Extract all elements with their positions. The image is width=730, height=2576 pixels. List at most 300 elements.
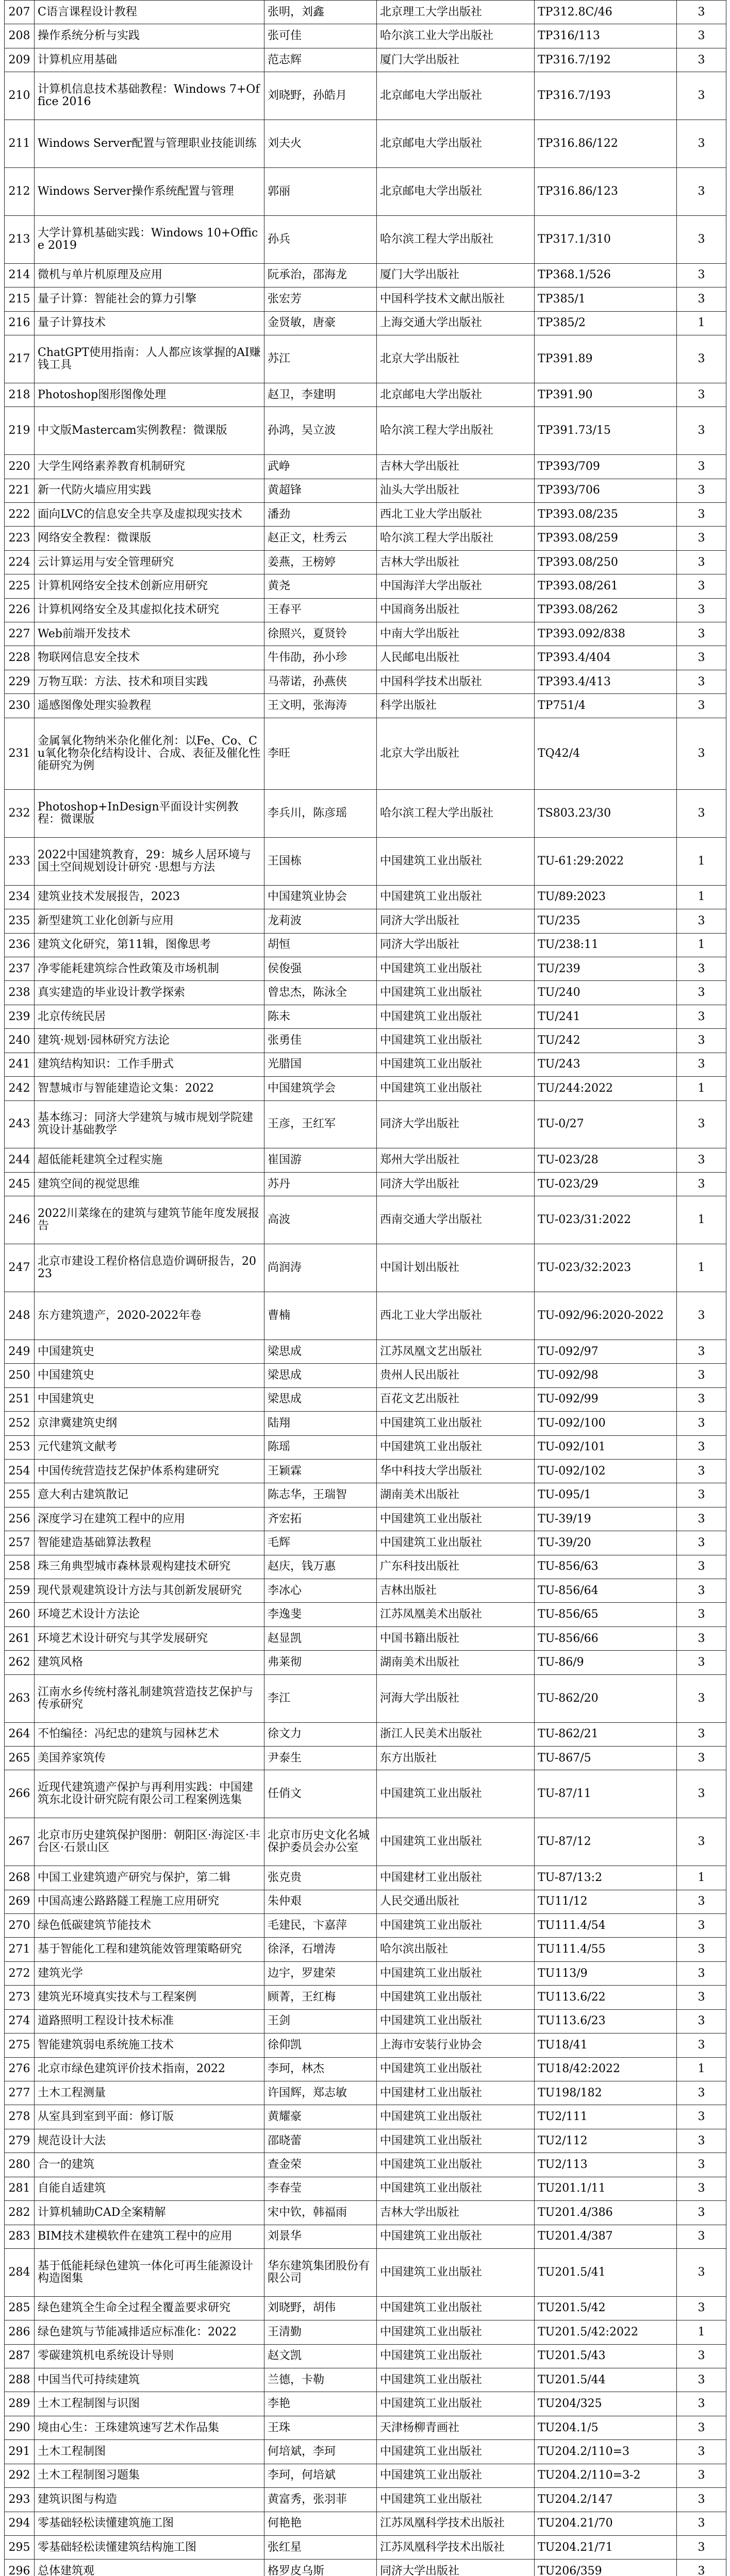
book-publisher: 中国建筑工业出版社 <box>377 2464 535 2487</box>
call-number: TP316.86/122 <box>535 120 677 168</box>
call-number: TU/239 <box>535 957 677 981</box>
book-publisher: 哈尔滨工程大学出版社 <box>377 527 535 550</box>
book-title: 万物互联：方法、技术和项目实践 <box>35 670 264 693</box>
row-number: 266 <box>5 1770 35 1818</box>
book-title: 净零能耗建筑综合性政策及市场机制 <box>35 957 264 981</box>
book-author: 王春平 <box>264 598 377 622</box>
table-row <box>5 1603 726 1626</box>
book-title: 环境艺术设计方法论 <box>35 1603 264 1626</box>
call-number: TU-023/29 <box>535 1172 677 1196</box>
book-title: 合一的建筑 <box>35 2153 264 2177</box>
table-row <box>5 2392 726 2416</box>
book-publisher: 中南大学出版社 <box>377 622 535 646</box>
call-number: TU-87/13:2 <box>535 1866 677 1890</box>
call-number: TP317.1/310 <box>535 215 677 263</box>
copy-count: 3 <box>677 24 726 48</box>
call-number: TP393.08/250 <box>535 550 677 574</box>
book-author: 张红星 <box>264 2536 377 2560</box>
book-publisher: 江苏凤凰文艺出版社 <box>377 1340 535 1363</box>
call-number: TU-87/11 <box>535 1770 677 1818</box>
call-number: TU-092/99 <box>535 1387 677 1411</box>
table-row <box>5 694 726 718</box>
row-number: 263 <box>5 1674 35 1722</box>
row-number: 268 <box>5 1866 35 1890</box>
row-number: 282 <box>5 2201 35 2225</box>
call-number: TU/240 <box>535 981 677 1005</box>
book-author: 李逸斐 <box>264 1603 377 1626</box>
book-author: 何艳艳 <box>264 2512 377 2535</box>
copy-count: 3 <box>677 335 726 383</box>
row-number: 234 <box>5 885 35 909</box>
copy-count: 3 <box>677 2201 726 2225</box>
book-publisher: 浙江人民美术出版社 <box>377 1722 535 1746</box>
book-publisher: 中国计划出版社 <box>377 1244 535 1292</box>
copy-count: 3 <box>677 1364 726 1387</box>
call-number: TP385/2 <box>535 311 677 335</box>
copy-count: 3 <box>677 2512 726 2535</box>
book-title: 计算机网络安全及其虚拟化技术研究 <box>35 598 264 622</box>
book-author: 北京市历史文化名城保护委员会办公室 <box>264 1818 377 1866</box>
book-title: 土木工程制图习题集 <box>35 2464 264 2487</box>
book-title: 云计算运用与安全管理研究 <box>35 550 264 574</box>
book-title: 中国传统营造技艺保护体系构建研究 <box>35 1459 264 1483</box>
book-title: 意大利古建筑散记 <box>35 1483 264 1507</box>
call-number: TU-862/20 <box>535 1674 677 1722</box>
copy-count: 3 <box>677 1986 726 2009</box>
row-number: 265 <box>5 1747 35 1770</box>
book-title: 量子计算技术 <box>35 311 264 335</box>
book-publisher: 人民邮电出版社 <box>377 646 535 670</box>
book-title: 总体建筑观 <box>35 2560 264 2576</box>
table-row <box>5 981 726 1005</box>
book-publisher: 中国建筑工业出版社 <box>377 2129 535 2153</box>
book-author: 孙兵 <box>264 215 377 263</box>
book-title: 操作系统分析与实践 <box>35 24 264 48</box>
row-number: 226 <box>5 598 35 622</box>
row-number: 289 <box>5 2392 35 2416</box>
book-publisher: 同济大学出版社 <box>377 909 535 933</box>
table-row <box>5 2368 726 2392</box>
book-author: 崔国游 <box>264 1148 377 1172</box>
book-publisher: 上海市安装行业协会 <box>377 2033 535 2057</box>
row-number: 256 <box>5 1507 35 1531</box>
call-number: TP393.08/262 <box>535 598 677 622</box>
copy-count: 3 <box>677 2464 726 2487</box>
table-row <box>5 909 726 933</box>
copy-count: 1 <box>677 1244 726 1292</box>
book-author: 范志辉 <box>264 48 377 72</box>
copy-count: 3 <box>677 1387 726 1411</box>
copy-count: 3 <box>677 1005 726 1028</box>
row-number: 229 <box>5 670 35 693</box>
book-title: 中国建筑史 <box>35 1364 264 1387</box>
book-publisher: 北京大学出版社 <box>377 718 535 789</box>
table-row <box>5 1172 726 1196</box>
book-publisher: 中国建筑工业出版社 <box>377 2488 535 2512</box>
book-publisher: 西北工业大学出版社 <box>377 502 535 526</box>
call-number: TU2/112 <box>535 2129 677 2153</box>
copy-count: 3 <box>677 1818 726 1866</box>
book-publisher: 中国建筑工业出版社 <box>377 1053 535 1076</box>
book-title: 元代建筑文献考 <box>35 1435 264 1459</box>
book-publisher: 人民交通出版社 <box>377 1890 535 1913</box>
call-number: TU-867/5 <box>535 1747 677 1770</box>
book-title: 东方建筑遗产，2020-2022年卷 <box>35 1292 264 1340</box>
table-row <box>5 527 726 550</box>
book-title: 中国工业建筑遗产研究与保护，第二辑 <box>35 1866 264 1890</box>
table-row <box>5 1890 726 1913</box>
row-number: 233 <box>5 837 35 885</box>
copy-count: 3 <box>677 1890 726 1913</box>
book-publisher: 中国书籍出版社 <box>377 1626 535 1650</box>
book-author: 梁思成 <box>264 1387 377 1411</box>
copy-count: 3 <box>677 72 726 120</box>
copy-count: 3 <box>677 2177 726 2200</box>
table-row <box>5 2248 726 2296</box>
book-title: 近现代建筑遗产保护与再利用实践：中国建筑东北设计研究院有限公司工程案例选集 <box>35 1770 264 1818</box>
table-row <box>5 2057 726 2081</box>
table-row <box>5 1986 726 2009</box>
book-author: 武峥 <box>264 455 377 479</box>
row-number: 254 <box>5 1459 35 1483</box>
book-author: 刘晓野，孙皓月 <box>264 72 377 120</box>
row-number: 241 <box>5 1053 35 1076</box>
book-author: 查金荣 <box>264 2153 377 2177</box>
book-title: 建筑空间的视觉思维 <box>35 1172 264 1196</box>
book-author: 赵庆，钱万惠 <box>264 1555 377 1579</box>
call-number: TU111.4/54 <box>535 1914 677 1938</box>
copy-count: 3 <box>677 1914 726 1938</box>
book-title: 现代景观建筑设计方法与其创新发展研究 <box>35 1579 264 1603</box>
book-title: 建筑光学 <box>35 1961 264 1985</box>
book-publisher: 郑州大学出版社 <box>377 1148 535 1172</box>
row-number: 288 <box>5 2368 35 2392</box>
table-row <box>5 622 726 646</box>
table-row <box>5 383 726 406</box>
book-publisher: 河海大学出版社 <box>377 1674 535 1722</box>
row-number: 281 <box>5 2177 35 2200</box>
book-author: 刘夫火 <box>264 120 377 168</box>
table-row <box>5 1435 726 1459</box>
call-number: TP316.7/193 <box>535 72 677 120</box>
call-number: TU204.2/110=3 <box>535 2440 677 2464</box>
call-number: TU-095/1 <box>535 1483 677 1507</box>
call-number: TP393.08/235 <box>535 502 677 526</box>
book-publisher: 中国建筑工业出版社 <box>377 1818 535 1866</box>
call-number: TU201.4/386 <box>535 2201 677 2225</box>
book-title: 计算机应用基础 <box>35 48 264 72</box>
book-publisher: 中国建筑工业出版社 <box>377 957 535 981</box>
book-author: 高波 <box>264 1196 377 1244</box>
call-number: TU-092/102 <box>535 1459 677 1483</box>
table-row <box>5 2225 726 2248</box>
copy-count: 3 <box>677 167 726 215</box>
row-number: 249 <box>5 1340 35 1363</box>
table-row <box>5 550 726 574</box>
book-title: 土木工程制图与识图 <box>35 2392 264 2416</box>
book-author: 金贤敏，唐豪 <box>264 311 377 335</box>
book-author: 陈未 <box>264 1005 377 1028</box>
book-publisher: 华中科技大学出版社 <box>377 1459 535 1483</box>
call-number: TP393.08/259 <box>535 527 677 550</box>
book-author: 梁思成 <box>264 1364 377 1387</box>
book-list-body <box>5 1 726 2576</box>
copy-count: 3 <box>677 790 726 838</box>
book-author: 王剑 <box>264 2009 377 2033</box>
book-author: 顾菁，王红梅 <box>264 1986 377 2009</box>
book-title: 自能自适建筑 <box>35 2177 264 2200</box>
book-publisher: 哈尔滨工业大学出版社 <box>377 24 535 48</box>
book-publisher: 中国建筑工业出版社 <box>377 1005 535 1028</box>
book-author: 许国辉，郑志敏 <box>264 2081 377 2105</box>
call-number: TS803.23/30 <box>535 790 677 838</box>
call-number: TP368.1/526 <box>535 263 677 287</box>
row-number: 242 <box>5 1077 35 1100</box>
book-title: 道路照明工程设计技术标准 <box>35 2009 264 2033</box>
book-publisher: 中国建筑工业出版社 <box>377 2392 535 2416</box>
row-number: 280 <box>5 2153 35 2177</box>
row-number: 260 <box>5 1603 35 1626</box>
table-row <box>5 1938 726 1961</box>
call-number: TU111.4/55 <box>535 1938 677 1961</box>
row-number: 214 <box>5 263 35 287</box>
book-author: 兰德，卡勒 <box>264 2368 377 2392</box>
book-publisher: 中国建筑工业出版社 <box>377 2009 535 2033</box>
book-publisher: 北京理工大学出版社 <box>377 1 535 24</box>
copy-count: 3 <box>677 1029 726 1053</box>
book-publisher: 西南交通大学出版社 <box>377 1196 535 1244</box>
book-author: 王文明，张海涛 <box>264 694 377 718</box>
table-row <box>5 598 726 622</box>
book-publisher: 中国海洋大学出版社 <box>377 574 535 598</box>
call-number: TU204.21/71 <box>535 2536 677 2560</box>
book-title: 基本练习：同济大学建筑与城市规划学院建筑设计基础教学 <box>35 1100 264 1148</box>
table-row <box>5 2081 726 2105</box>
copy-count: 3 <box>677 670 726 693</box>
book-author: 赵显凯 <box>264 1626 377 1650</box>
copy-count: 3 <box>677 1626 726 1650</box>
copy-count: 3 <box>677 120 726 168</box>
table-row <box>5 1364 726 1387</box>
copy-count: 3 <box>677 527 726 550</box>
table-row <box>5 1818 726 1866</box>
table-row <box>5 1387 726 1411</box>
row-number: 224 <box>5 550 35 574</box>
call-number: TU-0/27 <box>535 1100 677 1148</box>
copy-count: 3 <box>677 1483 726 1507</box>
book-author: 黄耀豪 <box>264 2105 377 2129</box>
call-number: TP393.08/261 <box>535 574 677 598</box>
call-number: TU206/359 <box>535 2560 677 2576</box>
book-title: 不怕编径：冯纪忠的建筑与园林艺术 <box>35 1722 264 1746</box>
book-publisher: 科学出版社 <box>377 694 535 718</box>
book-author: 宋中钦，韩福雨 <box>264 2201 377 2225</box>
book-author: 尹泰生 <box>264 1747 377 1770</box>
copy-count: 1 <box>677 933 726 957</box>
call-number: TU-862/21 <box>535 1722 677 1746</box>
call-number: TU201.5/44 <box>535 2368 677 2392</box>
copy-count: 3 <box>677 2009 726 2033</box>
table-row <box>5 1029 726 1053</box>
book-publisher: 湖南美术出版社 <box>377 1483 535 1507</box>
copy-count: 3 <box>677 1603 726 1626</box>
row-number: 221 <box>5 479 35 502</box>
book-title: 大学计算机基础实践：Windows 10+Office 2019 <box>35 215 264 263</box>
copy-count: 3 <box>677 1507 726 1531</box>
row-number: 261 <box>5 1626 35 1650</box>
call-number: TU18/41 <box>535 2033 677 2057</box>
book-publisher: 上海交通大学出版社 <box>377 311 535 335</box>
book-author: 陈瑶 <box>264 1435 377 1459</box>
book-author: 齐宏拓 <box>264 1507 377 1531</box>
row-number: 274 <box>5 2009 35 2033</box>
book-title: 面向LVC的信息安全共享及虚拟现实技术 <box>35 502 264 526</box>
book-title: 建筑结构知识：工作手册式 <box>35 1053 264 1076</box>
call-number: TU-092/101 <box>535 1435 677 1459</box>
copy-count: 3 <box>677 1770 726 1818</box>
copy-count: 3 <box>677 1938 726 1961</box>
copy-count: 3 <box>677 1053 726 1076</box>
copy-count: 3 <box>677 1148 726 1172</box>
copy-count: 3 <box>677 957 726 981</box>
book-author: 苏江 <box>264 335 377 383</box>
row-number: 243 <box>5 1100 35 1148</box>
book-publisher: 贵州人民出版社 <box>377 1364 535 1387</box>
row-number: 257 <box>5 1531 35 1555</box>
table-row <box>5 1674 726 1722</box>
book-title: 零基础轻松读懂建筑结构施工图 <box>35 2536 264 2560</box>
book-title: 建筑业技术发展报告，2023 <box>35 885 264 909</box>
table-row <box>5 1340 726 1363</box>
copy-count: 3 <box>677 1651 726 1674</box>
row-number: 295 <box>5 2536 35 2560</box>
row-number: 259 <box>5 1579 35 1603</box>
book-title: BIM技术建模软件在建筑工程中的应用 <box>35 2225 264 2248</box>
row-number: 292 <box>5 2464 35 2487</box>
book-author: 黄超锋 <box>264 479 377 502</box>
table-row <box>5 718 726 789</box>
book-title: 2022中国建筑教育，29：城乡人居环境与国土空间规划设计研究 ·思想与方法 <box>35 837 264 885</box>
row-number: 258 <box>5 1555 35 1579</box>
call-number: TP393.4/413 <box>535 670 677 693</box>
book-publisher: 江苏凤凰科学技术出版社 <box>377 2536 535 2560</box>
row-number: 269 <box>5 1890 35 1913</box>
call-number: TP751/4 <box>535 694 677 718</box>
book-title: 网络安全教程：微课版 <box>35 527 264 550</box>
call-number: TQ42/4 <box>535 718 677 789</box>
row-number: 216 <box>5 311 35 335</box>
table-row <box>5 2033 726 2057</box>
table-row <box>5 1747 726 1770</box>
row-number: 291 <box>5 2440 35 2464</box>
book-publisher: 中国建筑工业出版社 <box>377 2105 535 2129</box>
book-author: 马蒂诺，孙燕侠 <box>264 670 377 693</box>
copy-count: 3 <box>677 1292 726 1340</box>
row-number: 284 <box>5 2248 35 2296</box>
copy-count: 3 <box>677 502 726 526</box>
book-author: 边宇，罗建荣 <box>264 1961 377 1985</box>
call-number: TP316.7/192 <box>535 48 677 72</box>
table-row <box>5 2440 726 2464</box>
book-publisher: 中国建筑工业出版社 <box>377 1961 535 1985</box>
row-number: 215 <box>5 287 35 311</box>
call-number: TP391.73/15 <box>535 407 677 455</box>
book-author: 赵文凯 <box>264 2344 377 2368</box>
copy-count: 3 <box>677 1412 726 1435</box>
book-author: 中国建筑学会 <box>264 1077 377 1100</box>
book-author: 王国栋 <box>264 837 377 885</box>
row-number: 264 <box>5 1722 35 1746</box>
table-row <box>5 455 726 479</box>
row-number: 279 <box>5 2129 35 2153</box>
table-row <box>5 1651 726 1674</box>
call-number: TP393/706 <box>535 479 677 502</box>
book-publisher: 中国建筑工业出版社 <box>377 1986 535 2009</box>
row-number: 244 <box>5 1148 35 1172</box>
book-publisher: 北京大学出版社 <box>377 335 535 383</box>
book-title: 新型建筑工业化创新与应用 <box>35 909 264 933</box>
book-author: 张明，刘鑫 <box>264 1 377 24</box>
book-title: 智慧城市与智能建造论文集：2022 <box>35 1077 264 1100</box>
table-row <box>5 167 726 215</box>
row-number: 231 <box>5 718 35 789</box>
call-number: TU/89:2023 <box>535 885 677 909</box>
book-title: 零碳建筑机电系统设计导则 <box>35 2344 264 2368</box>
table-row <box>5 502 726 526</box>
book-author: 王颖霖 <box>264 1459 377 1483</box>
call-number: TP393/709 <box>535 455 677 479</box>
book-title: 2022川菜缘在的建筑与建筑节能年度发展报告 <box>35 1196 264 1244</box>
book-author: 姜燕，王榜婷 <box>264 550 377 574</box>
call-number: TU-023/31:2022 <box>535 1196 677 1244</box>
book-title: 建筑文化研究，第11辑，图像思考 <box>35 933 264 957</box>
call-number: TU-86/9 <box>535 1651 677 1674</box>
row-number: 232 <box>5 790 35 838</box>
copy-count: 3 <box>677 1435 726 1459</box>
table-row <box>5 2320 726 2344</box>
book-author: 李旺 <box>264 718 377 789</box>
book-author: 孙鸿，吴立波 <box>264 407 377 455</box>
table-row <box>5 1005 726 1028</box>
book-title: 规范设计大法 <box>35 2129 264 2153</box>
book-title: 建筑识图与构造 <box>35 2488 264 2512</box>
call-number: TU198/182 <box>535 2081 677 2105</box>
table-row <box>5 1555 726 1579</box>
book-publisher: 中国建筑工业出版社 <box>377 2225 535 2248</box>
book-title: 基于智能化工程和建筑能效管理策略研究 <box>35 1938 264 1961</box>
book-publisher: 中国建筑工业出版社 <box>377 981 535 1005</box>
book-author: 王清勤 <box>264 2320 377 2344</box>
book-author: 李冰心 <box>264 1579 377 1603</box>
book-author: 王彦，王红军 <box>264 1100 377 1148</box>
copy-count: 1 <box>677 1866 726 1890</box>
book-title: 大学生网络素养教育机制研究 <box>35 455 264 479</box>
book-author: 徐仰凯 <box>264 2033 377 2057</box>
book-author: 任俏文 <box>264 1770 377 1818</box>
book-author: 阮承治，邵海龙 <box>264 263 377 287</box>
book-publisher: 西北工业大学出版社 <box>377 1292 535 1340</box>
book-author: 邵晓蕾 <box>264 2129 377 2153</box>
book-publisher: 中国科学技术出版社 <box>377 670 535 693</box>
row-number: 247 <box>5 1244 35 1292</box>
book-title: 美国养家筑传 <box>35 1747 264 1770</box>
book-title: Windows Server操作系统配置与管理 <box>35 167 264 215</box>
table-row <box>5 287 726 311</box>
table-row <box>5 1507 726 1531</box>
call-number: TU-023/32:2023 <box>535 1244 677 1292</box>
book-title: 绿色建筑与节能减排适应标准化：2022 <box>35 2320 264 2344</box>
call-number: TU113/9 <box>535 1961 677 1985</box>
